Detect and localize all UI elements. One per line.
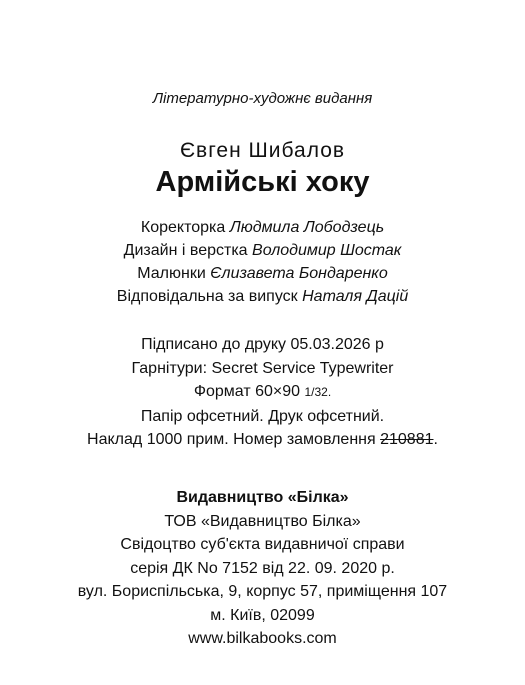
credit-proofreader <box>0 216 525 239</box>
credit-illustrations <box>0 262 525 285</box>
signed-date: Підписано до друку 05.03.2026 р <box>141 336 384 353</box>
paper-info: Папір офсетний. Друк офсетний. <box>140 407 385 425</box>
printing-details <box>0 333 525 452</box>
credit-name: Наталя Дацій <box>302 288 409 305</box>
credit-role: Коректорка <box>140 219 226 236</box>
credit-design <box>0 239 525 262</box>
genre-label: Літературно-художнє видання <box>152 90 373 107</box>
credit-name: Володимир Шостак <box>252 242 402 259</box>
publisher-series: серія ДК No 7152 від 22. 09. 2020 р. <box>130 559 395 577</box>
publisher-name: Видавництво «Білка» <box>176 489 349 506</box>
credit-role: Малюнки <box>137 265 206 282</box>
credit-name: Єлизавета Бондаренко <box>210 265 388 282</box>
author-name: Євген Шибалов <box>179 139 346 162</box>
publisher-website: www.bilkabooks.com <box>188 630 337 647</box>
run-suffix: . <box>433 431 438 448</box>
format-fraction: 1/32. <box>304 385 332 399</box>
publisher-company: ТОВ «Видавництво Білка» <box>164 512 361 530</box>
publisher-address: вул. Бориспільська, 9, корпус 57, приміщення 107 <box>77 583 448 600</box>
order-number: 210881 <box>380 431 434 448</box>
run-prefix: Наклад 1000 прим. Номер замовлення <box>87 431 381 448</box>
credit-role: Відповідальна за випуск <box>116 288 298 305</box>
format-info <box>0 380 525 405</box>
credit-responsible <box>0 285 525 308</box>
print-run-info <box>0 428 525 452</box>
publisher-city: м. Київ, 02099 <box>210 606 315 624</box>
format-prefix: Формат 60×90 <box>193 383 305 400</box>
credits-block <box>0 216 525 308</box>
book-title: Армійські хоку <box>155 166 370 198</box>
publisher-block <box>0 486 525 651</box>
publisher-certificate: Свідоцтво суб'єкта видавничої справи <box>120 536 405 553</box>
credit-name: Людмила Лободзець <box>229 219 385 236</box>
credit-role: Дизайн і верстка <box>123 242 248 259</box>
typeface-info: Гарнітури: Secret Service Typewriter <box>131 359 394 377</box>
